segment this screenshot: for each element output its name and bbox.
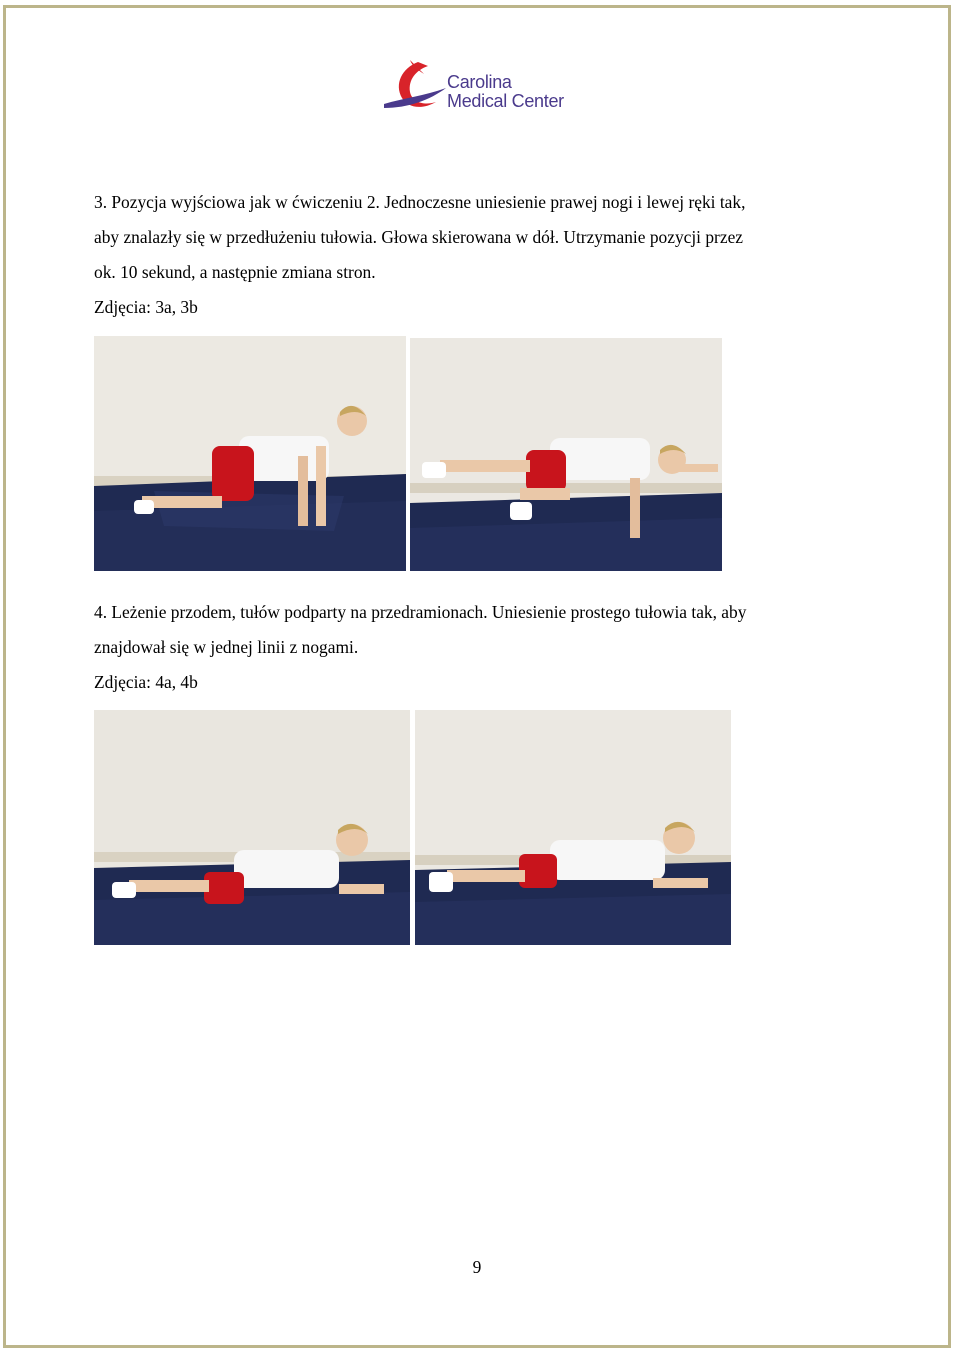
photo-3b bbox=[410, 338, 722, 571]
photo-4a bbox=[94, 710, 410, 945]
exercise-4-line-2: znajdował się w jednej linii z nogami. bbox=[94, 637, 359, 657]
exercise-3-line-1: 3. Pozycja wyjściowa jak w ćwiczeniu 2. Jednoczesne uniesienie prawej nogi i lewej ręki tak, bbox=[94, 192, 746, 212]
exercise-4-line-1: 4. Leżenie przodem, tułów podparty na przedramionach. Uniesienie prostego tułowia tak, aby bbox=[94, 602, 747, 622]
exercise-4-caption: Zdjęcia: 4a, 4b bbox=[94, 672, 198, 692]
photo-4b bbox=[415, 710, 731, 945]
exercise-3-text bbox=[94, 185, 874, 325]
exercise-3-caption: Zdjęcia: 3a, 3b bbox=[94, 297, 198, 317]
logo-line-medical-center: Medical Center bbox=[447, 91, 564, 111]
exercise-3-line-3: ok. 10 sekund, a następnie zmiana stron. bbox=[94, 262, 376, 282]
logo bbox=[380, 58, 580, 128]
logo-swoosh-icon bbox=[380, 58, 450, 120]
photo-3a bbox=[94, 336, 406, 571]
logo-line-carolina: Carolina bbox=[447, 72, 512, 92]
page-number: 9 bbox=[472, 1257, 482, 1277]
exercise-4-text bbox=[94, 595, 874, 700]
exercise-3-line-2: aby znalazły się w przedłużeniu tułowia. Głowa skierowana w dół. Utrzymanie pozycji przez bbox=[94, 227, 744, 247]
